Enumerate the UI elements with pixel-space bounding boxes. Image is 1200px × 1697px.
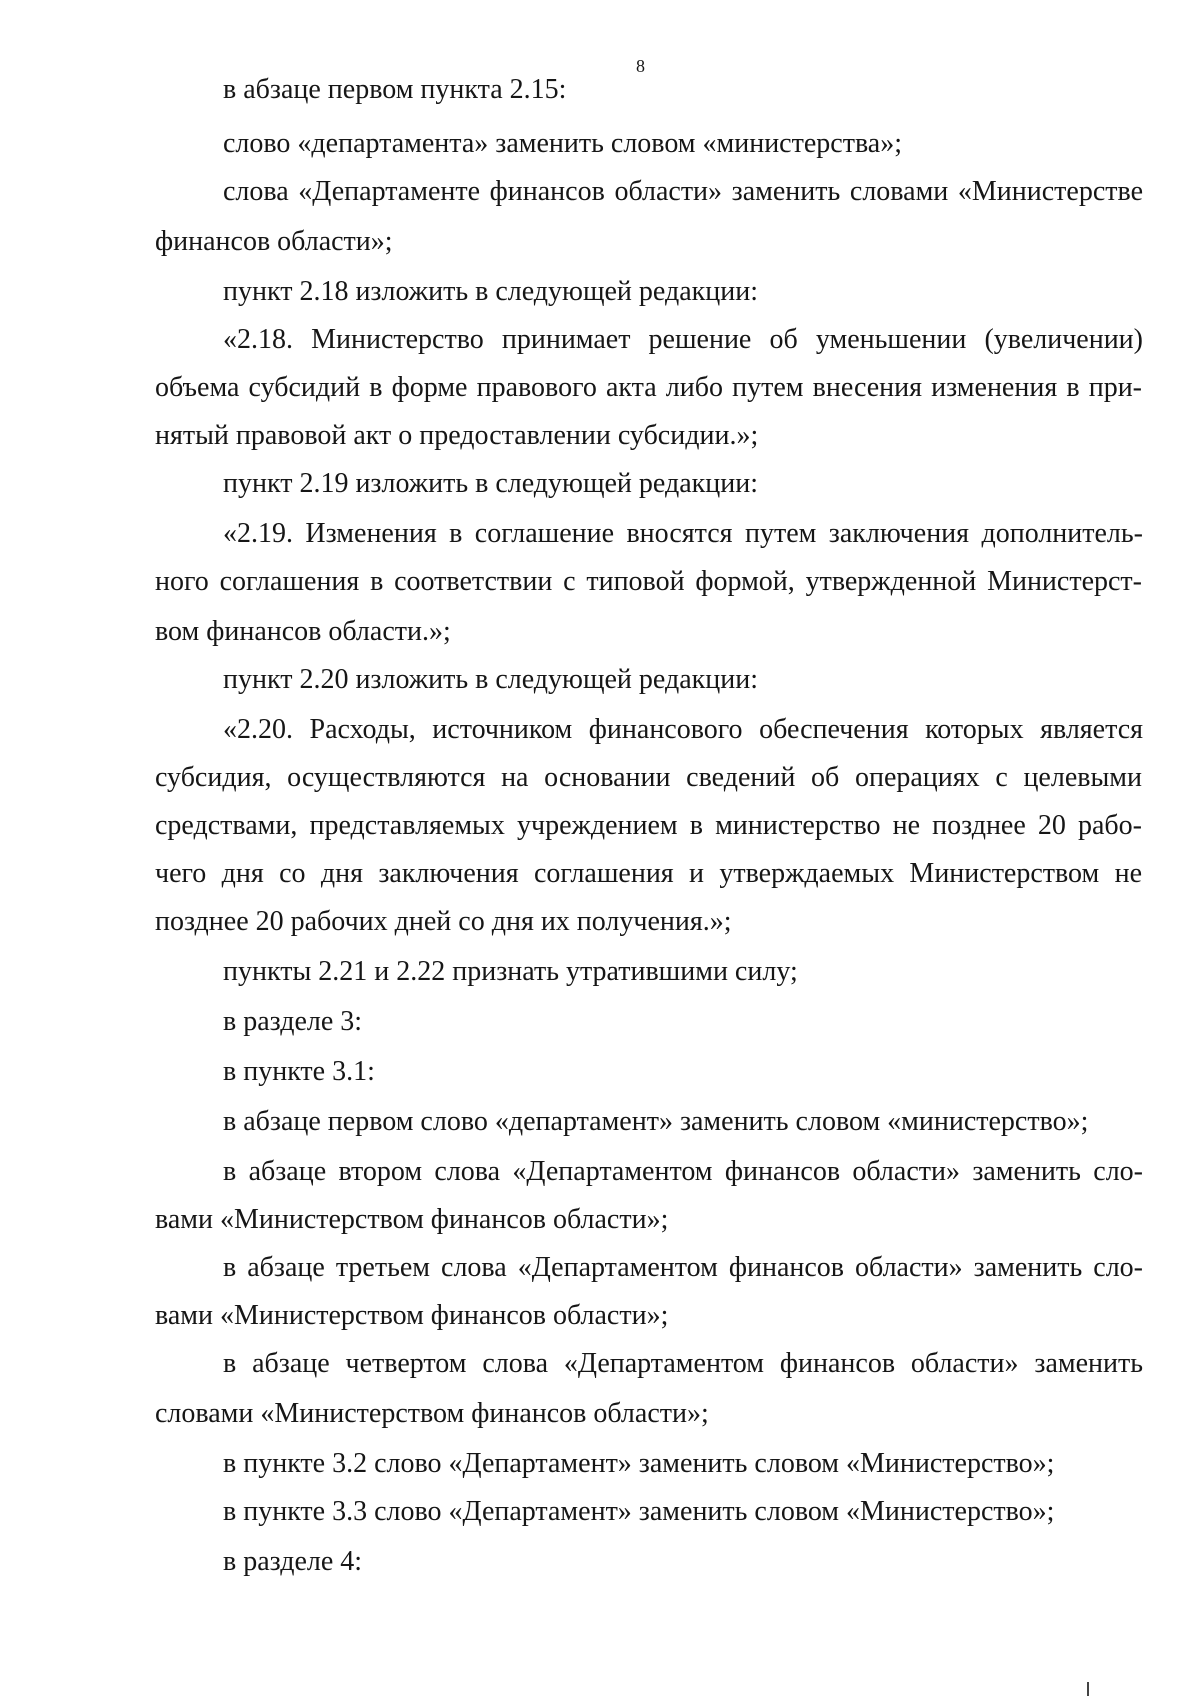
text-line: в абзаце втором слова «Департаментом финансов области» заменить сло-: [223, 1156, 1143, 1187]
text-line: в разделе 3:: [223, 1006, 363, 1037]
text-line: позднее 20 рабочих дней со дня их получения.»;: [155, 906, 732, 937]
text-line: объема субсидий в форме правового акта либо путем внесения изменения в при-: [155, 372, 1142, 403]
text-line: вами «Министерством финансов области»;: [155, 1300, 669, 1331]
text-line: пункт 2.20 изложить в следующей редакции:: [223, 664, 758, 695]
text-line: пункт 2.18 изложить в следующей редакции:: [223, 276, 758, 307]
text-line: ного соглашения в соответствии с типовой формой, утвержденной Министерст-: [155, 566, 1142, 597]
text-line: в абзаце четвертом слова «Департаментом финансов области» заменить: [223, 1348, 1143, 1379]
scan-edge-mark: [1087, 1682, 1089, 1696]
text-line: пункты 2.21 и 2.22 признать утратившими силу;: [223, 956, 798, 987]
text-line: «2.18. Министерство принимает решение об уменьшении (увеличении): [223, 324, 1143, 355]
text-line: в пункте 3.2 слово «Департамент» заменить словом «Министерство»;: [223, 1448, 1055, 1479]
text-line: в абзаце первом пункта 2.15:: [223, 74, 567, 105]
text-line: вами «Министерством финансов области»;: [155, 1204, 669, 1235]
text-line: слова «Департаменте финансов области» заменить словами «Министерстве: [223, 176, 1143, 207]
text-line: «2.20. Расходы, источником финансового обеспечения которых является: [223, 714, 1143, 745]
text-line: слово «департамента» заменить словом «министерства»;: [223, 128, 902, 159]
text-line: чего дня со дня заключения соглашения и утверждаемых Министерством не: [155, 858, 1142, 889]
text-line: средствами, представляемых учреждением в министерство не позднее 20 рабо-: [155, 810, 1142, 841]
text-line: в абзаце третьем слова «Департаментом финансов области» заменить сло-: [223, 1252, 1143, 1283]
text-line: пункт 2.19 изложить в следующей редакции:: [223, 468, 758, 499]
text-line: финансов области»;: [155, 226, 393, 257]
text-line: в пункте 3.1:: [223, 1056, 375, 1087]
text-line: в абзаце первом слово «департамент» заменить словом «министерство»;: [223, 1106, 1089, 1137]
page-number: 8: [636, 56, 645, 76]
text-line: в пункте 3.3 слово «Департамент» заменить словом «Министерство»;: [223, 1496, 1055, 1527]
text-line: субсидия, осуществляются на основании сведений об операциях с целевыми: [155, 762, 1142, 793]
text-line: вом финансов области.»;: [155, 616, 451, 647]
text-line: «2.19. Изменения в соглашение вносятся путем заключения дополнитель-: [223, 518, 1143, 549]
text-line: нятый правовой акт о предоставлении субсидии.»;: [155, 420, 759, 451]
text-line: в разделе 4:: [223, 1546, 363, 1577]
text-line: словами «Министерством финансов области»;: [155, 1398, 709, 1429]
